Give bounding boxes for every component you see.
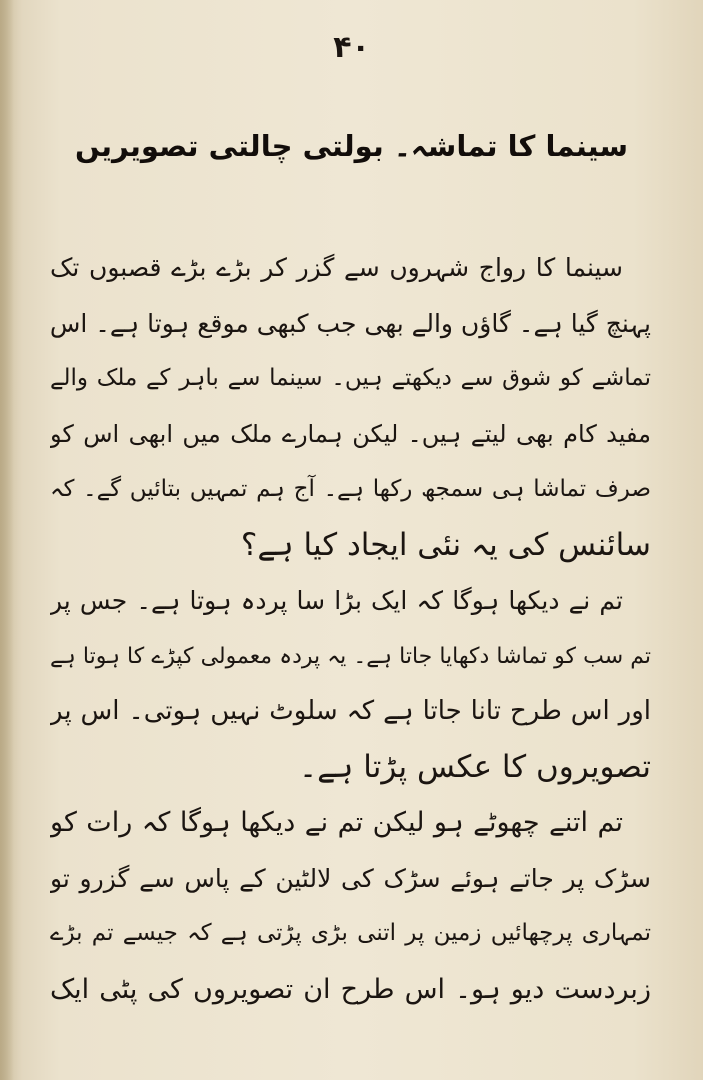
chapter-title: سینما کا تماشہ۔ بولتی چالتی تصویریں bbox=[74, 129, 629, 163]
text-line: صرف تماشا ہی سمجھ رکھا ہے۔ آج ہم تمہیں بتائیں گے۔ کہ bbox=[50, 476, 651, 502]
text-line: تمہاری پرچھائیں زمین پر اتنی بڑی پڑتی ہے کہ جیسے تم بڑے bbox=[50, 920, 651, 946]
page-gutter-shadow bbox=[0, 0, 14, 1080]
text-line: پہنچ گیا ہے۔ گاؤں والے بھی جب کبھی موقع ہوتا ہے۔ اس bbox=[50, 308, 651, 338]
text-line: سائنس کی یہ نئی ایجاد کیا ہے؟ bbox=[240, 526, 651, 563]
page-number: ۴۰ bbox=[333, 30, 370, 65]
text-line: تصویروں کا عکس پڑتا ہے۔ bbox=[298, 748, 651, 785]
text-line: زبردست دیو ہو۔ اس طرح ان تصویروں کی پٹی ایک bbox=[50, 973, 651, 1005]
text-line: مفید کام بھی لیتے ہیں۔ لیکن ہمارے ملک میں ابھی اس کو bbox=[50, 419, 651, 448]
text-line: تماشے کو شوق سے دیکھتے ہیں۔ سینما سے باہر کے ملک والے bbox=[50, 365, 651, 391]
text-line: اور اس طرح تانا جاتا ہے کہ سلوٹ نہیں ہوتی۔ اس پر bbox=[50, 696, 651, 726]
body-text bbox=[50, 240, 651, 1017]
text-line: تم نے دیکھا ہوگا کہ ایک بڑا سا پردہ ہوتا ہے۔ جس پر bbox=[50, 586, 623, 615]
text-line: تم سب کو تماشا دکھایا جاتا ہے۔ یہ پردہ معمولی کپڑے کا ہوتا ہے bbox=[50, 643, 651, 669]
text-line: سینما کا رواج شہروں سے گزر کر بڑے بڑے قصبوں تک bbox=[50, 253, 623, 282]
text-line: سڑک پر جاتے ہوئے سڑک کی لالٹین کے پاس سے گزرو تو bbox=[50, 863, 651, 893]
text-line: تم اتنے چھوٹے ہو لیکن تم نے دیکھا ہوگا کہ رات کو bbox=[50, 807, 623, 838]
